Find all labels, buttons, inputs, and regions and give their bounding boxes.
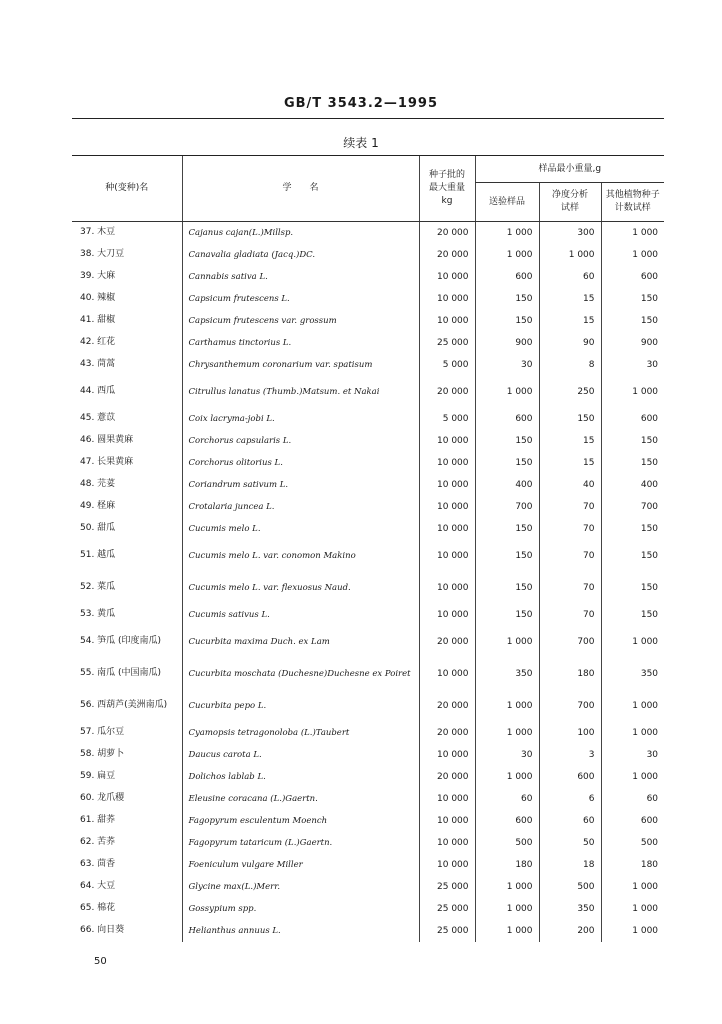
submitted-sample-cell: 150 (475, 310, 539, 332)
scientific-name-cell: Capsicum frutescens L. (182, 288, 419, 310)
max-lot-weight-cell: 5 000 (419, 408, 475, 430)
scientific-name-cell: Eleusine coracana (L.)Gaertn. (182, 788, 419, 810)
other-seed-count-cell: 600 (601, 266, 664, 288)
table-row (72, 266, 664, 288)
max-lot-weight-cell: 20 000 (419, 376, 475, 408)
species-name-cell: 60. 龙爪稷 (80, 793, 125, 803)
table-row (72, 690, 664, 722)
submitted-sample-cell: 350 (475, 658, 539, 690)
table-row (72, 430, 664, 452)
max-lot-weight-cell: 10 000 (419, 430, 475, 452)
submitted-sample-cell: 1 000 (475, 690, 539, 722)
max-lot-weight-cell: 10 000 (419, 854, 475, 876)
table-row (72, 626, 664, 658)
purity-sample-cell: 150 (539, 408, 601, 430)
species-name-cell: 39. 大麻 (80, 271, 116, 281)
purity-sample-cell: 100 (539, 722, 601, 744)
seed-weight-table (72, 155, 664, 942)
page-number: 50 (94, 956, 107, 967)
submitted-sample-cell: 500 (475, 832, 539, 854)
species-name-cell: 52. 菜瓜 (80, 582, 116, 592)
submitted-sample-cell: 150 (475, 430, 539, 452)
species-name-cell: 57. 瓜尔豆 (80, 727, 125, 737)
purity-sample-cell: 70 (539, 572, 601, 604)
table-row (72, 658, 664, 690)
submitted-sample-cell: 1 000 (475, 376, 539, 408)
submitted-sample-cell: 150 (475, 572, 539, 604)
purity-sample-cell: 500 (539, 876, 601, 898)
max-lot-weight-cell: 20 000 (419, 244, 475, 266)
submitted-sample-cell: 1 000 (475, 898, 539, 920)
purity-sample-cell: 18 (539, 854, 601, 876)
table-row (72, 332, 664, 354)
purity-sample-cell: 90 (539, 332, 601, 354)
species-name-cell: 37. 木豆 (80, 227, 116, 238)
col-header-purity-sample: 净度分析试样 (539, 183, 601, 222)
scientific-name-cell: Cucurbita maxima Duch. ex Lam (182, 626, 419, 658)
scientific-name-cell: Fagopyrum esculentum Moench (182, 810, 419, 832)
max-lot-weight-cell: 10 000 (419, 288, 475, 310)
scientific-name-cell: Coriandrum sativum L. (182, 474, 419, 496)
scientific-name-cell: Cucumis sativus L. (182, 604, 419, 626)
purity-sample-cell: 40 (539, 474, 601, 496)
max-lot-weight-cell: 10 000 (419, 788, 475, 810)
table-row (72, 854, 664, 876)
species-name-cell: 40. 辣椒 (80, 293, 116, 303)
submitted-sample-cell: 60 (475, 788, 539, 810)
scientific-name-cell: Glycine max(L.)Merr. (182, 876, 419, 898)
submitted-sample-cell: 600 (475, 408, 539, 430)
purity-sample-cell: 700 (539, 690, 601, 722)
other-seed-count-cell: 1 000 (601, 244, 664, 266)
species-name-cell: 59. 扁豆 (80, 771, 116, 781)
col-header-min-sample-weight: 样品最小重量,g (475, 156, 664, 183)
purity-sample-cell: 70 (539, 540, 601, 572)
scientific-name-cell: Cajanus cajan(L.)Millsp. (182, 222, 419, 244)
submitted-sample-cell: 150 (475, 288, 539, 310)
species-name-cell: 49. 柽麻 (80, 501, 116, 511)
max-lot-weight-cell: 20 000 (419, 626, 475, 658)
other-seed-count-cell: 1 000 (601, 898, 664, 920)
purity-sample-cell: 250 (539, 376, 601, 408)
max-lot-weight-cell: 10 000 (419, 604, 475, 626)
max-lot-weight-cell: 25 000 (419, 898, 475, 920)
purity-sample-cell: 600 (539, 766, 601, 788)
scientific-name-cell: Helianthus annuus L. (182, 920, 419, 942)
species-name-cell: 42. 红花 (80, 337, 116, 347)
species-name-cell: 50. 甜瓜 (80, 523, 116, 533)
species-name-cell: 62. 苦荞 (80, 837, 116, 847)
submitted-sample-cell: 600 (475, 810, 539, 832)
submitted-sample-cell: 150 (475, 604, 539, 626)
purity-sample-cell: 70 (539, 496, 601, 518)
purity-sample-cell: 15 (539, 430, 601, 452)
table-row (72, 540, 664, 572)
submitted-sample-cell: 400 (475, 474, 539, 496)
submitted-sample-cell: 150 (475, 540, 539, 572)
scientific-name-cell: Corchorus capsularis L. (182, 430, 419, 452)
table-row (72, 832, 664, 854)
other-seed-count-cell: 60 (601, 788, 664, 810)
table-row (72, 572, 664, 604)
table-caption: 续表 1 (343, 136, 379, 150)
other-seed-count-cell: 30 (601, 744, 664, 766)
species-name-cell: 38. 大刀豆 (80, 249, 125, 259)
purity-sample-cell: 15 (539, 310, 601, 332)
purity-sample-cell: 60 (539, 266, 601, 288)
species-name-cell: 51. 越瓜 (80, 550, 116, 560)
purity-sample-cell: 3 (539, 744, 601, 766)
submitted-sample-cell: 600 (475, 266, 539, 288)
submitted-sample-cell: 900 (475, 332, 539, 354)
scientific-name-cell: Corchorus olitorius L. (182, 452, 419, 474)
purity-sample-cell: 700 (539, 626, 601, 658)
max-lot-weight-cell: 20 000 (419, 690, 475, 722)
scientific-name-cell: Chrysanthemum coronarium var. spatisum (182, 354, 419, 376)
other-seed-count-cell: 1 000 (601, 376, 664, 408)
scientific-name-cell: Cyamopsis tetragonoloba (L.)Taubert (182, 722, 419, 744)
table-row (72, 518, 664, 540)
max-lot-weight-cell: 10 000 (419, 658, 475, 690)
other-seed-count-cell: 150 (601, 604, 664, 626)
purity-sample-cell: 200 (539, 920, 601, 942)
other-seed-count-cell: 1 000 (601, 690, 664, 722)
scientific-name-cell: Crotalaria juncea L. (182, 496, 419, 518)
table-row (72, 408, 664, 430)
scientific-name-cell: Cucurbita pepo L. (182, 690, 419, 722)
table-row (72, 354, 664, 376)
table-row (72, 920, 664, 942)
other-seed-count-cell: 900 (601, 332, 664, 354)
scientific-name-cell: Coix lacryma-jobi L. (182, 408, 419, 430)
other-seed-count-cell: 150 (601, 572, 664, 604)
purity-sample-cell: 60 (539, 810, 601, 832)
table-row (72, 474, 664, 496)
table-row (72, 898, 664, 920)
col-header-name: 种(变种)名 (72, 156, 182, 222)
purity-sample-cell: 350 (539, 898, 601, 920)
col-header-other-seed-count: 其他植物种子计数试样 (601, 183, 664, 222)
species-name-cell: 44. 西瓜 (80, 386, 116, 396)
submitted-sample-cell: 30 (475, 354, 539, 376)
species-name-cell: 61. 甜荞 (80, 815, 116, 825)
scientific-name-cell: Capsicum frutescens var. grossum (182, 310, 419, 332)
submitted-sample-cell: 1 000 (475, 920, 539, 942)
purity-sample-cell: 1 000 (539, 244, 601, 266)
other-seed-count-cell: 350 (601, 658, 664, 690)
scientific-name-cell: Carthamus tinctorius L. (182, 332, 419, 354)
max-lot-weight-cell: 10 000 (419, 832, 475, 854)
scientific-name-cell: Citrullus lanatus (Thumb.)Matsum. et Nakai (182, 376, 419, 408)
scientific-name-cell: Cucumis melo L. (182, 518, 419, 540)
table-body (72, 222, 664, 942)
species-name-cell: 41. 甜椒 (80, 315, 116, 325)
species-name-cell: 63. 茴香 (80, 859, 116, 869)
species-name-cell: 58. 胡萝卜 (80, 749, 125, 759)
submitted-sample-cell: 700 (475, 496, 539, 518)
max-lot-weight-cell: 25 000 (419, 876, 475, 898)
other-seed-count-cell: 1 000 (601, 722, 664, 744)
species-name-cell: 48. 芫荽 (80, 479, 116, 489)
other-seed-count-cell: 400 (601, 474, 664, 496)
species-name-cell: 43. 茼蒿 (80, 359, 116, 369)
submitted-sample-cell: 1 000 (475, 626, 539, 658)
submitted-sample-cell: 30 (475, 744, 539, 766)
species-name-cell: 46. 圆果黄麻 (80, 435, 134, 445)
scientific-name-cell: Cucumis melo L. var. flexuosus Naud. (182, 572, 419, 604)
species-name-cell: 56. 西葫芦(美洲南瓜) (80, 700, 168, 710)
other-seed-count-cell: 30 (601, 354, 664, 376)
document-header: GB/T 3543.2—1995 (283, 96, 439, 111)
table-row (72, 310, 664, 332)
purity-sample-cell: 6 (539, 788, 601, 810)
col-header-max-lot-weight: 种子批的最大重量 kg (419, 156, 475, 222)
species-name-cell: 66. 向日葵 (80, 925, 125, 935)
species-name-cell: 47. 长果黄麻 (80, 457, 134, 467)
scientific-name-cell: Daucus carota L. (182, 744, 419, 766)
max-lot-weight-cell: 5 000 (419, 354, 475, 376)
other-seed-count-cell: 1 000 (601, 876, 664, 898)
col-header-scientific-name: 学 名 (182, 156, 419, 222)
max-lot-weight-cell: 10 000 (419, 452, 475, 474)
species-name-cell: 65. 棉花 (80, 903, 116, 913)
scientific-name-cell: Gossypium spp. (182, 898, 419, 920)
max-lot-weight-cell: 10 000 (419, 310, 475, 332)
table-row (72, 288, 664, 310)
table-row (72, 788, 664, 810)
other-seed-count-cell: 150 (601, 518, 664, 540)
other-seed-count-cell: 180 (601, 854, 664, 876)
table-row (72, 766, 664, 788)
scientific-name-cell: Canavalia gladiata (Jacq.)DC. (182, 244, 419, 266)
table-row (72, 810, 664, 832)
max-lot-weight-cell: 25 000 (419, 920, 475, 942)
scientific-name-cell: Cannabis sativa L. (182, 266, 419, 288)
table-row (72, 722, 664, 744)
purity-sample-cell: 180 (539, 658, 601, 690)
max-lot-weight-cell: 10 000 (419, 744, 475, 766)
max-lot-weight-cell: 10 000 (419, 810, 475, 832)
table-row (72, 244, 664, 266)
other-seed-count-cell: 600 (601, 408, 664, 430)
purity-sample-cell: 8 (539, 354, 601, 376)
scientific-name-cell: Fagopyrum tataricum (L.)Gaertn. (182, 832, 419, 854)
max-lot-weight-cell: 10 000 (419, 474, 475, 496)
table-row (72, 222, 664, 244)
other-seed-count-cell: 1 000 (601, 626, 664, 658)
purity-sample-cell: 300 (539, 222, 601, 244)
scientific-name-cell: Cucumis melo L. var. conomon Makino (182, 540, 419, 572)
table-row (72, 376, 664, 408)
max-lot-weight-cell: 25 000 (419, 332, 475, 354)
purity-sample-cell: 70 (539, 518, 601, 540)
purity-sample-cell: 50 (539, 832, 601, 854)
submitted-sample-cell: 1 000 (475, 766, 539, 788)
other-seed-count-cell: 700 (601, 496, 664, 518)
table-row (72, 876, 664, 898)
other-seed-count-cell: 150 (601, 310, 664, 332)
other-seed-count-cell: 150 (601, 430, 664, 452)
scientific-name-cell: Cucurbita moschata (Duchesne)Duchesne ex Poiret (182, 658, 419, 690)
max-lot-weight-cell: 10 000 (419, 518, 475, 540)
other-seed-count-cell: 150 (601, 540, 664, 572)
other-seed-count-cell: 1 000 (601, 766, 664, 788)
scientific-name-cell: Foeniculum vulgare Miller (182, 854, 419, 876)
max-lot-weight-cell: 10 000 (419, 540, 475, 572)
purity-sample-cell: 15 (539, 452, 601, 474)
other-seed-count-cell: 150 (601, 452, 664, 474)
species-name-cell: 64. 大豆 (80, 881, 116, 891)
species-name-cell: 53. 黄瓜 (80, 609, 116, 619)
other-seed-count-cell: 1 000 (601, 222, 664, 244)
other-seed-count-cell: 500 (601, 832, 664, 854)
submitted-sample-cell: 150 (475, 452, 539, 474)
submitted-sample-cell: 180 (475, 854, 539, 876)
table-row (72, 744, 664, 766)
max-lot-weight-cell: 10 000 (419, 266, 475, 288)
other-seed-count-cell: 1 000 (601, 920, 664, 942)
max-lot-weight-cell: 20 000 (419, 222, 475, 244)
max-lot-weight-cell: 20 000 (419, 722, 475, 744)
max-lot-weight-cell: 20 000 (419, 766, 475, 788)
table-row (72, 604, 664, 626)
species-name-cell: 55. 南瓜 (中国南瓜) (80, 668, 162, 678)
submitted-sample-cell: 1 000 (475, 222, 539, 244)
table-row (72, 496, 664, 518)
purity-sample-cell: 15 (539, 288, 601, 310)
submitted-sample-cell: 1 000 (475, 876, 539, 898)
scientific-name-cell: Dolichos lablab L. (182, 766, 419, 788)
submitted-sample-cell: 150 (475, 518, 539, 540)
col-header-submitted-sample: 送验样品 (475, 183, 539, 222)
header-rule (72, 118, 664, 119)
max-lot-weight-cell: 10 000 (419, 496, 475, 518)
table-row (72, 452, 664, 474)
purity-sample-cell: 70 (539, 604, 601, 626)
submitted-sample-cell: 1 000 (475, 722, 539, 744)
other-seed-count-cell: 150 (601, 288, 664, 310)
max-lot-weight-cell: 10 000 (419, 572, 475, 604)
species-name-cell: 54. 笋瓜 (印度南瓜) (80, 636, 162, 646)
species-name-cell: 45. 薏苡 (80, 413, 116, 423)
submitted-sample-cell: 1 000 (475, 244, 539, 266)
other-seed-count-cell: 600 (601, 810, 664, 832)
